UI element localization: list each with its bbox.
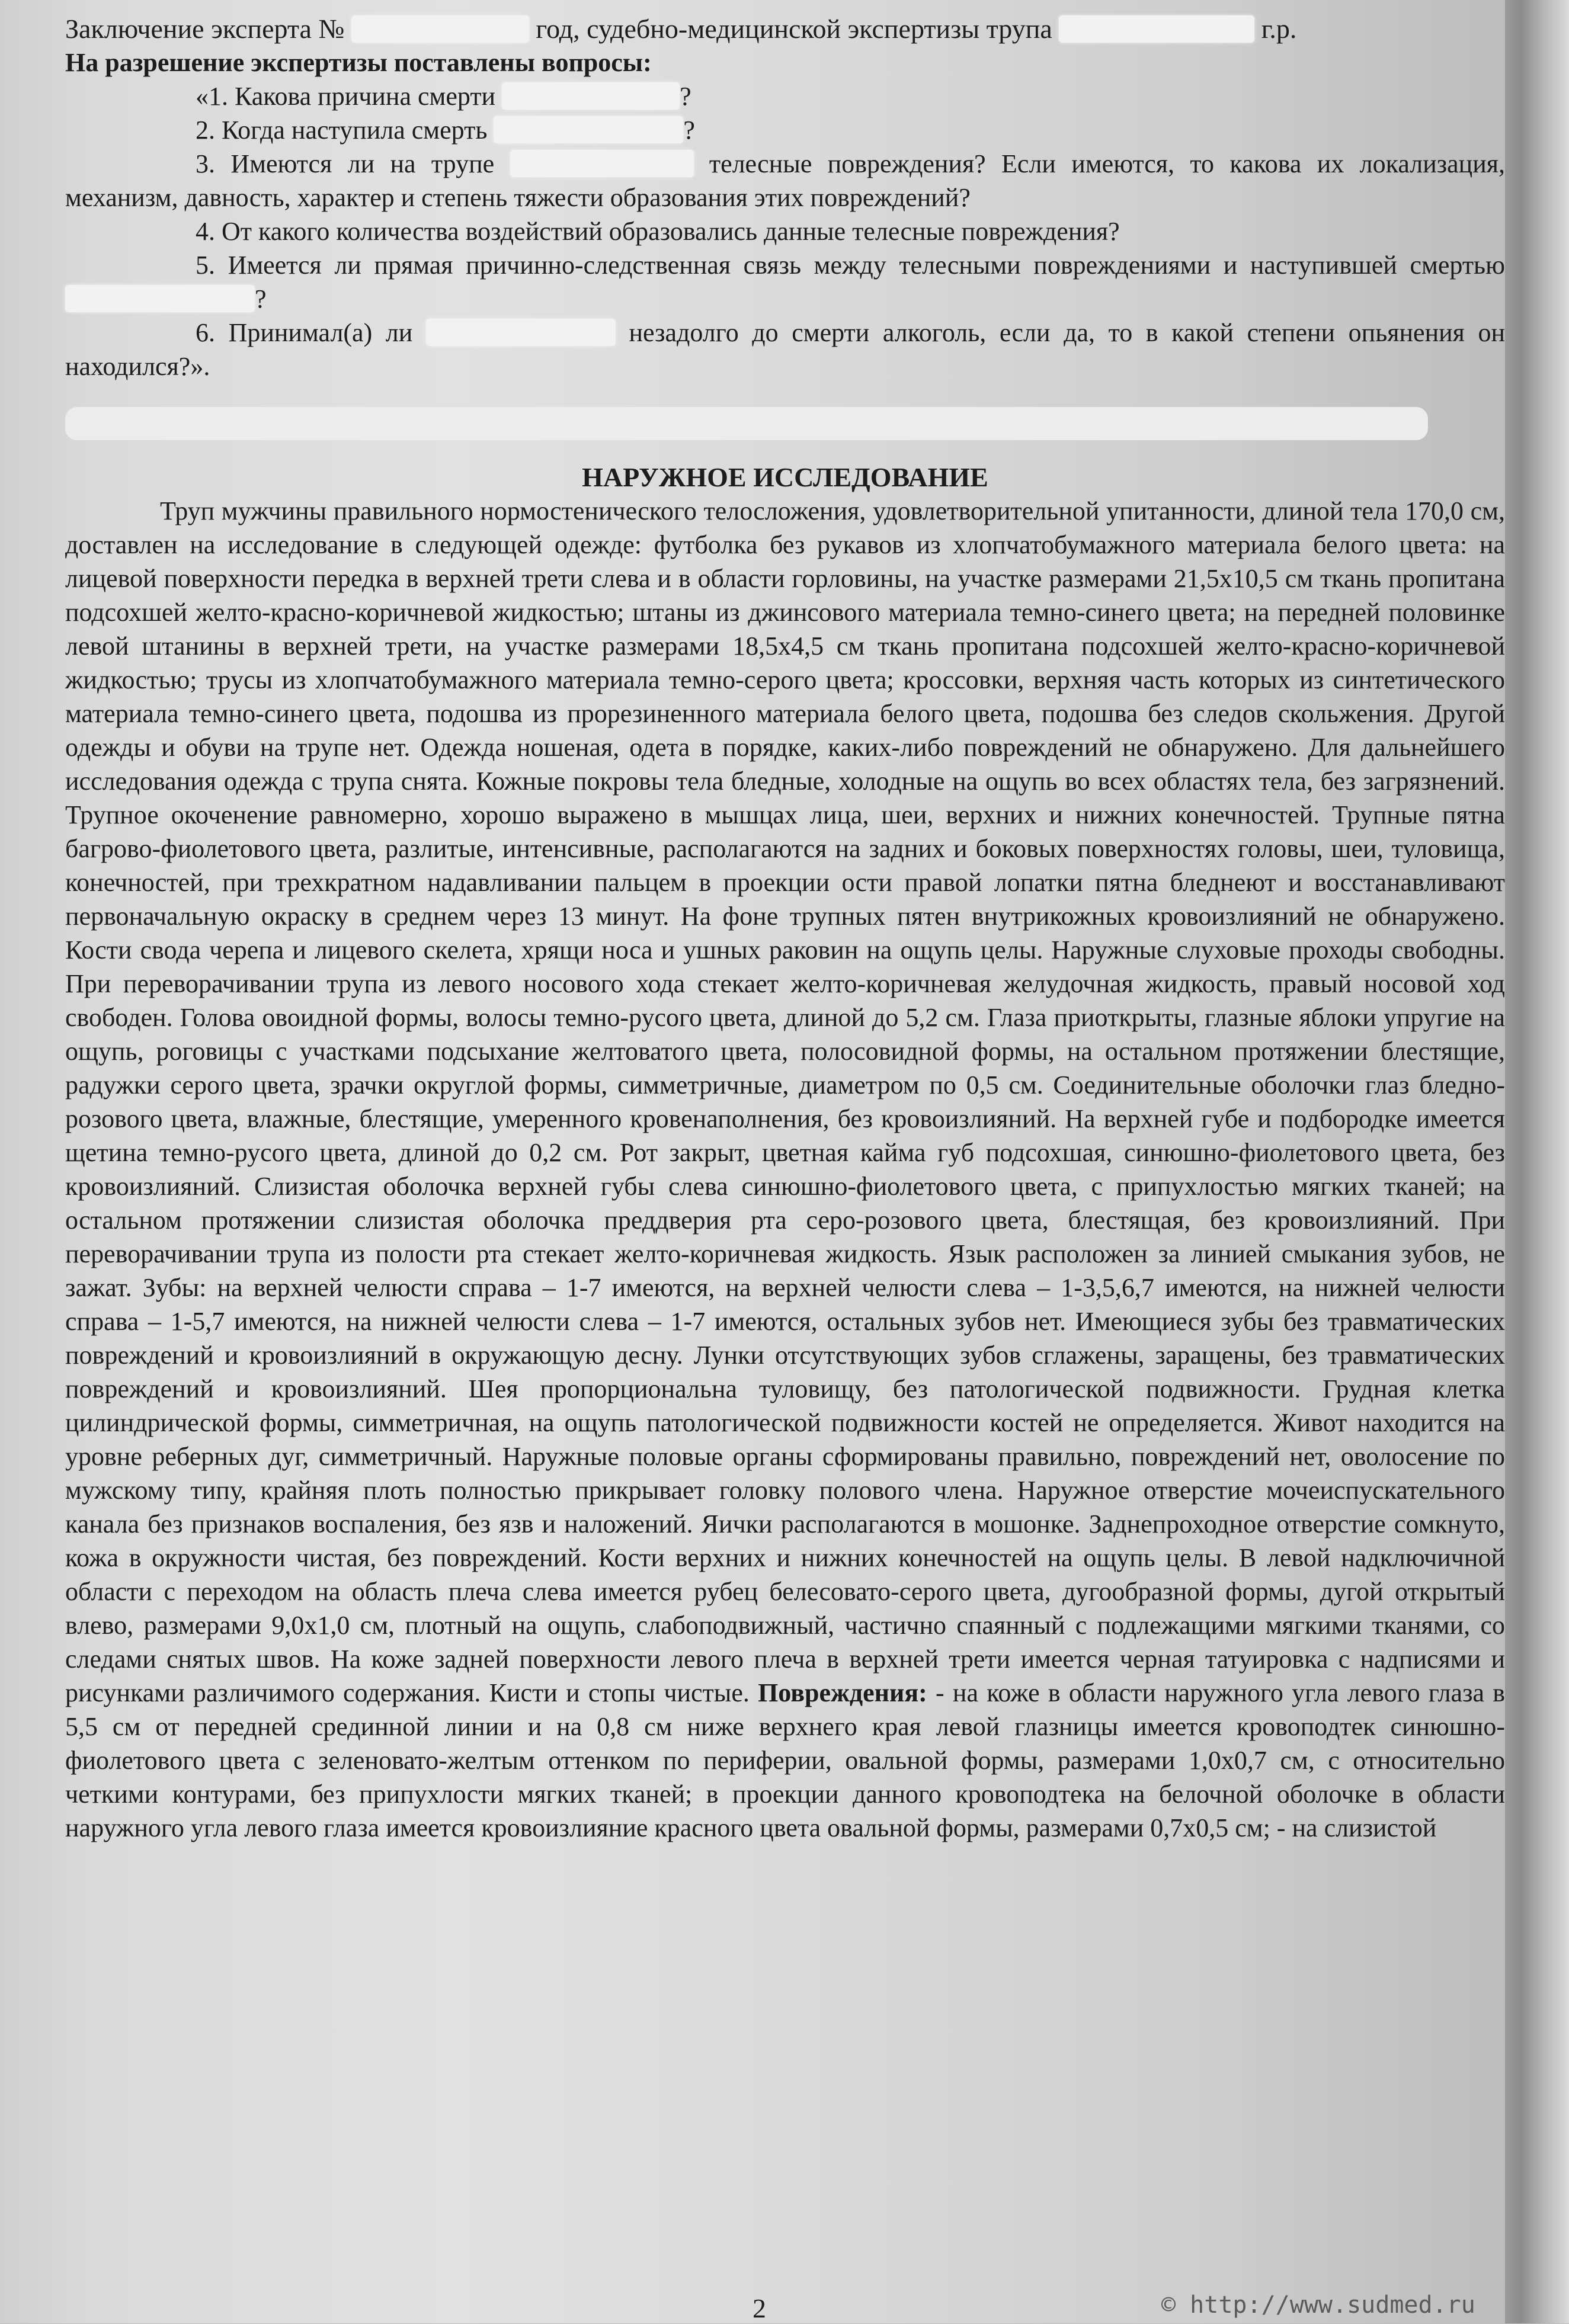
page-number: 2 [753, 2293, 766, 2323]
redacted-birth-year [1059, 15, 1254, 43]
page-edge-shadow [1505, 0, 1569, 2323]
examination-paragraph: Труп мужчины правильного нормостенического телосложения, удовлетворительной упитанности, длиной тела 170,0 см, доставлен на исследование в следующей одежде: футболка без рукавов из хлопчатобумажного материала белого цвета: на лицевой поверхности передка в верхней трети слева и в области горловины, на участке размерами 21,5x10,5 см ткань пропитана подсохшей желто-красно-коричневой жидкостью; штаны из джинсового материала темно-синего цвета; на передней половинке левой штанины в верхней трети, на участке размерами 18,5x4,5 см ткань пропитана подсохшей желто-красно-коричневой жидкостью; трусы из хлопчатобумажного материала темно-серого цвета; кроссовки, верхняя часть которых из синтетического материала темно-синего цвета, подошва из прорезиненного материала белого цвета, подошва без следов скольжения. Другой одежды и обуви на трупе нет. Одежда ношеная, одета в порядке, каких-либо повреждений не обнаружено. Для дальнейшего исследования одежда с трупа снята. Кожные покровы тела бледные, холодные на ощупь во всех областях тела, без загрязнений. Трупное окоченение равномерно, хорошо выражено в мышцах лица, шеи, верхних и нижних конечностей. Трупные пятна багрово-фиолетового цвета, разлитые, интенсивные, располагаются на задних и боковых поверхностях головы, шеи, туловища, конечностей, при трехкратном надавливании пальцем в проекции ости правой лопатки пятна бледнеют и восстанавливают первоначальную окраску в среднем через 13 минут. На фоне трупных пятен внутрикожных кровоизлияний не обнаружено. Кости свода черепа и лицевого скелета, хрящи носа и ушных раковин на ощупь целы. Наружные слуховые проходы свободны. При переворачивании трупа из левого носового хода стекает желто-коричневая желудочная жидкость, правый носовой ход свободен. Голова овоидной формы, волосы темно-русого цвета, длиной до 5,2 см. Глаза приоткрыты, глазные яблоки упругие на ощупь, роговицы с участками подсыхание желтоватого цвета, полосовидной формы, на остальном протяжении блестящие, радужки серого цвета, зрачки округлой формы, симметричные, диаметром по 0,5 см. Соединительные оболочки глаз бледно-розового цвета, влажные, блестящие, умеренного кровенаполнения, без кровоизлияний. На верхней губе и подбородке имеется щетина темно-русого цвета, длиной до 0,2 см. Рот закрыт, цветная кайма губ подсохшая, синюшно-фиолетового цвета, без кровоизлияний. Слизистая оболочка верхней губы слева синюшно-фиолетового цвета, с припухлостью мягких тканей; на остальном протяжении слизистая оболочка преддверия рта серо-розового цвета, блестящая, без кровоизлияний. При переворачивании трупа из полости рта стекает желто-коричневая жидкость. Язык расположен за линией смыкания зубов, не зажат. Зубы: на верхней челюсти справа – 1-7 имеются, на верхней челюсти слева – 1-3,5,6,7 имеются, на нижней челюсти справа – 1-5,7 имеются, на нижней челюсти слева – 1-7 имеются, остальных зубов нет. Имеющиеся зубы без травматических повреждений и кровоизлияний в окружающую десну. Лунки отсутствующих зубов сглажены, заращены, без травматических повреждений и кровоизлияний. Шея пропорциональна туловищу, без патологической подвижности. Грудная клетка цилиндрической формы, симметричная, на ощупь патологической подвижности костей не определяется. Живот находится на уровне реберных дуг, симметричный. Наружные половые органы сформированы правильно, повреждений нет, оволосение по мужскому типу, крайняя плоть полностью прикрывает головку полового члена. Наружное отверстие мочеиспускательного канала без признаков воспаления, без язв и наложений. Яички располагаются в мошонке. Заднепроходное отверстие сомкнуто, кожа в окружности чистая, без повреждений. Кости верхних и нижних конечностей на ощупь целы. В левой надключичной области с переходом на область плеча слева имеется рубец белесовато-серого цвета, дугообразной формы, дугой открытый влево, размерами 9,0x1,0 см, плотный на ощупь, слабоподвижный, частично спаянный с подлежащими мягкими тканями, со следами снятых швов. На коже задней поверхности левого плеча в верхней трети имеется черная татуировка с надписями и рисунками различимого содержания. Кисти и стопы чистые. [65, 496, 1505, 1707]
injuries-text: - на коже в области наружного угла левого глаза в 5,5 см от передней срединной линии и на 0,8 см ниже верхнего края левой глазницы имеется кровоподтек синюшно-фиолетового цвета с зеленовато-желтым оттенком по периферии, овальной формы, размерами 1,0x0,7 см, с относительно четкими контурами, без припухлости мягких тканей; в проекции данного кровоподтека на белочной оболочке в области наружного угла левого глаза имеется кровоизлияние красного цвета овальной формы, размерами 0,7x0,5 см; - на слизистой [65, 1678, 1505, 1842]
question-3-text: 3. Имеются ли на трупе [196, 149, 495, 178]
header-middle: год, судебно-медицинской экспертизы трупа [536, 14, 1052, 44]
question-2-end: ? [683, 116, 695, 145]
redacted-name [426, 319, 616, 346]
question-5-end: ? [255, 284, 267, 313]
header-prefix: Заключение эксперта № [65, 14, 345, 44]
redacted-name [65, 285, 255, 312]
question-6-end: незадолго до смерти алкоголь, если да, то в какой степени опьянения он находился?». [65, 318, 1506, 381]
question-1-end: ? [680, 82, 691, 111]
question-5-text: 5. Имеется ли прямая причинно-следственная связь между телесными повреждениями и наступившей смертью [196, 251, 1505, 280]
injuries-label: Повреждения: [758, 1678, 927, 1707]
question-5 [65, 248, 1505, 316]
redacted-name [494, 116, 683, 143]
question-3 [65, 147, 1505, 214]
redacted-name [502, 82, 680, 110]
question-2-text: 2. Когда наступила смерть [196, 116, 488, 145]
redacted-name [510, 150, 694, 177]
header-suffix: г.р. [1261, 14, 1297, 44]
document-body [65, 12, 1505, 1845]
question-6-text: 6. Принимал(а) ли [196, 318, 413, 347]
question-3-end: телесные повреждения? Если имеются, то какова их локализация, механизм, давность, характер и степень тяжести образования этих повреждений? [65, 149, 1506, 212]
watermark: © http://www.sudmed.ru [1161, 2291, 1475, 2319]
section-title: НАРУЖНОЕ ИССЛЕДОВАНИЕ [582, 462, 988, 492]
external-examination-text [65, 494, 1505, 1845]
question-2 [65, 113, 1505, 147]
question-4: 4. От какого количества воздействий образовались данные телесные повреждения? [196, 217, 1120, 246]
redacted-band [65, 383, 1505, 460]
redacted-number [351, 15, 529, 43]
question-1 [65, 79, 1505, 113]
questions-title: На разрешение экспертизы поставлены вопросы: [65, 48, 652, 77]
question-6 [65, 316, 1505, 383]
document-header [65, 12, 1505, 46]
question-1-text: «1. Какова причина смерти [196, 82, 496, 111]
